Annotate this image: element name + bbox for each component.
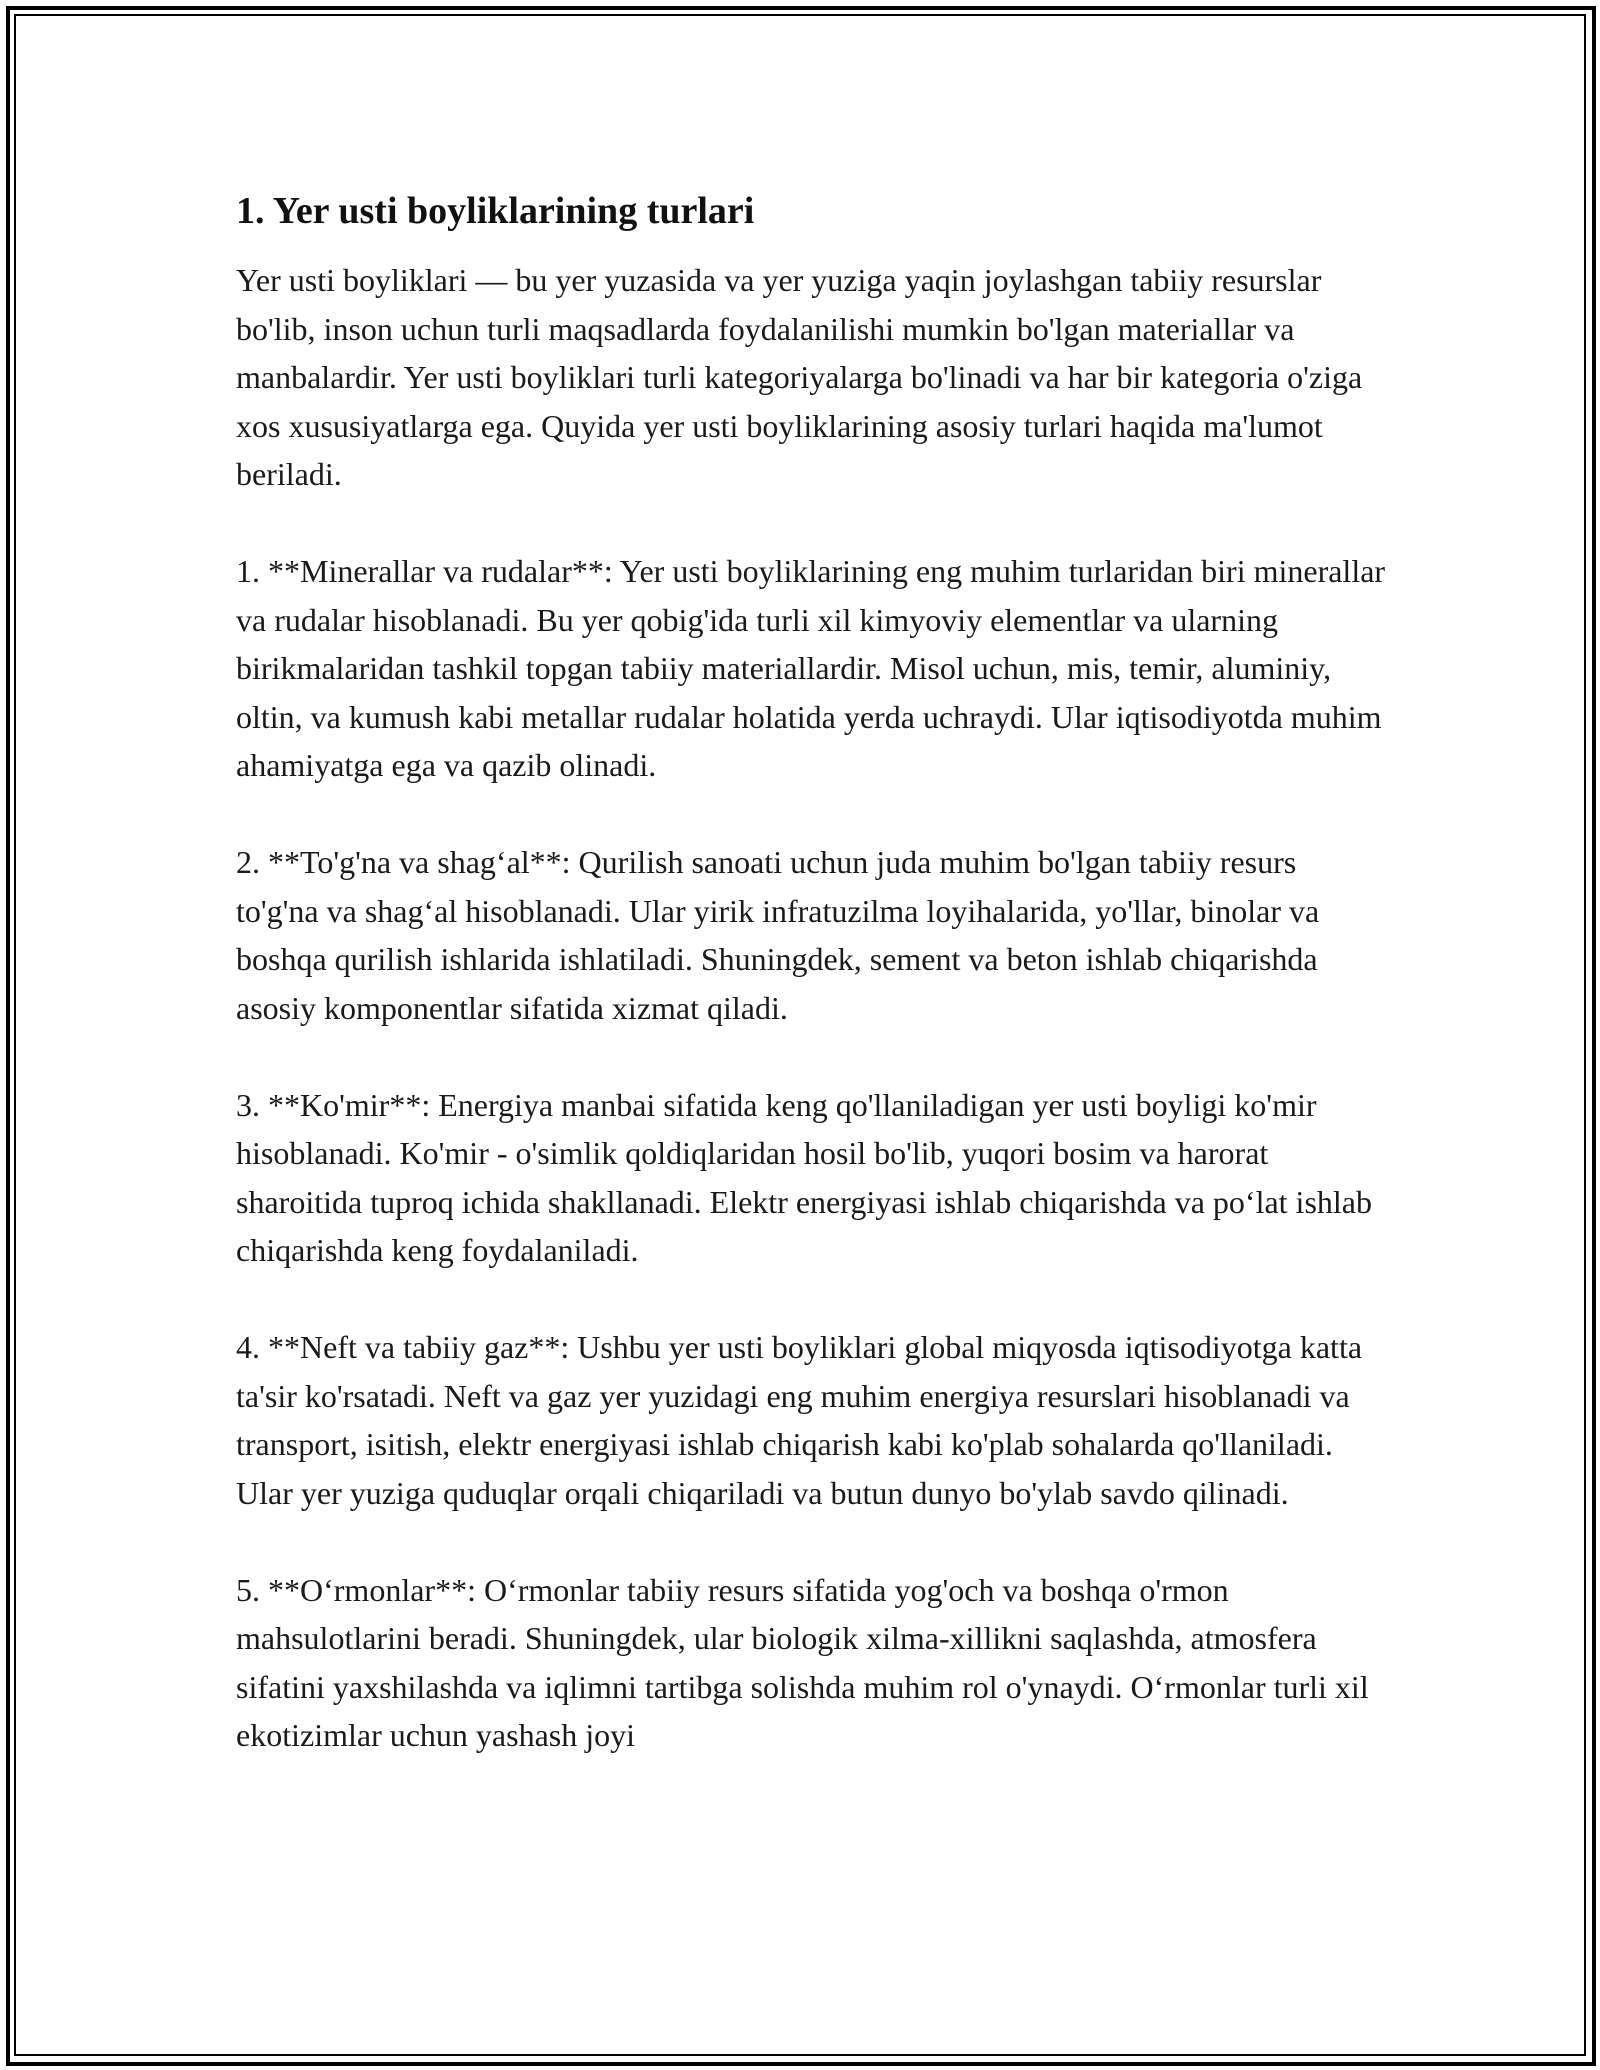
item-forests-paragraph: 5. **O‘rmonlar**: O‘rmonlar tabiiy resurs sifatida yog'och va boshqa o'rmon mahsulotlarini beradi. Shuningdek, ular biologik xilma-xillikni saqlashda, atmosfera sifatini yaxshilashda va iqlimni tartibga solishda muhim rol o'ynaydi. O‘rmonlar turli xil ekotizimlar uchun yashash joyi — [236, 1571, 1369, 1753]
item-coal-paragraph: 3. **Ko'mir**: Energiya manbai sifatida keng qo'llaniladigan yer usti boyligi ko'mir hisoblanadi. Ko'mir - o'simlik qoldiqlaridan hosil bo'lib, yuqori bosim va harorat sharoitida tuproq ichida shakllanadi. Elektr energiyasi ishlab chiqarishda va po‘lat ishlab chiqarishda keng foydalaniladi. — [236, 1086, 1372, 1268]
item-minerals-paragraph: 1. **Minerallar va rudalar**: Yer usti boyliklarining eng muhim turlaridan biri minerallar va rudalar hisoblanadi. Bu yer qobig'ida turli xil kimyoviy elementlar va ularning birikmalaridan tashkil topgan tabiiy materiallardir. Misol uchun, mis, temir, aluminiy, oltin, va kumush kabi metallar rudalar holatida yerda uchraydi. Ular iqtisodiyotda muhim ahamiyatga ega va qazib olinadi. — [236, 553, 1386, 783]
document-body — [236, 186, 1386, 1808]
section-heading: 1. Yer usti boyliklarining turlari — [236, 190, 755, 232]
item-oil-gas-paragraph: 4. **Neft va tabiiy gaz**: Ushbu yer usti boyliklari global miqyosda iqtisodiyotga katta ta'sir ko'rsatadi. Neft va gaz yer yuzidagi eng muhim energiya resurslari hisoblanadi va transport, isitish, elektr energiyasi ishlab chiqarish kabi ko'plab sohalarda qo'llaniladi. Ular yer yuziga quduqlar orqali chiqariladi va butun dunyo bo'ylab savdo qilinadi. — [236, 1329, 1363, 1511]
item-gravel-paragraph: 2. **To'g'na va shag‘al**: Qurilish sanoati uchun juda muhim bo'lgan tabiiy resurs to'g'na va shag‘al hisoblanadi. Ular yirik infratuzilma loyihalarida, yo'llar, binolar va boshqa qurilish ishlarida ishlatiladi. Shuningdek, sement va beton ishlab chiqarishda asosiy komponentlar sifatida xizmat qiladi. — [236, 844, 1320, 1026]
intro-paragraph: Yer usti boyliklari — bu yer yuzasida va yer yuziga yaqin joylashgan tabiiy resurslar bo'lib, inson uchun turli maqsadlarda foydalanilishi mumkin bo'lgan materiallar va manbalardir. Yer usti boyliklari turli kategoriyalarga bo'linadi va har bir kategoria o'ziga xos xususiyatlarga ega. Quyida yer usti boyliklarining asosiy turlari haqida ma'lumot beriladi. — [236, 262, 1363, 492]
